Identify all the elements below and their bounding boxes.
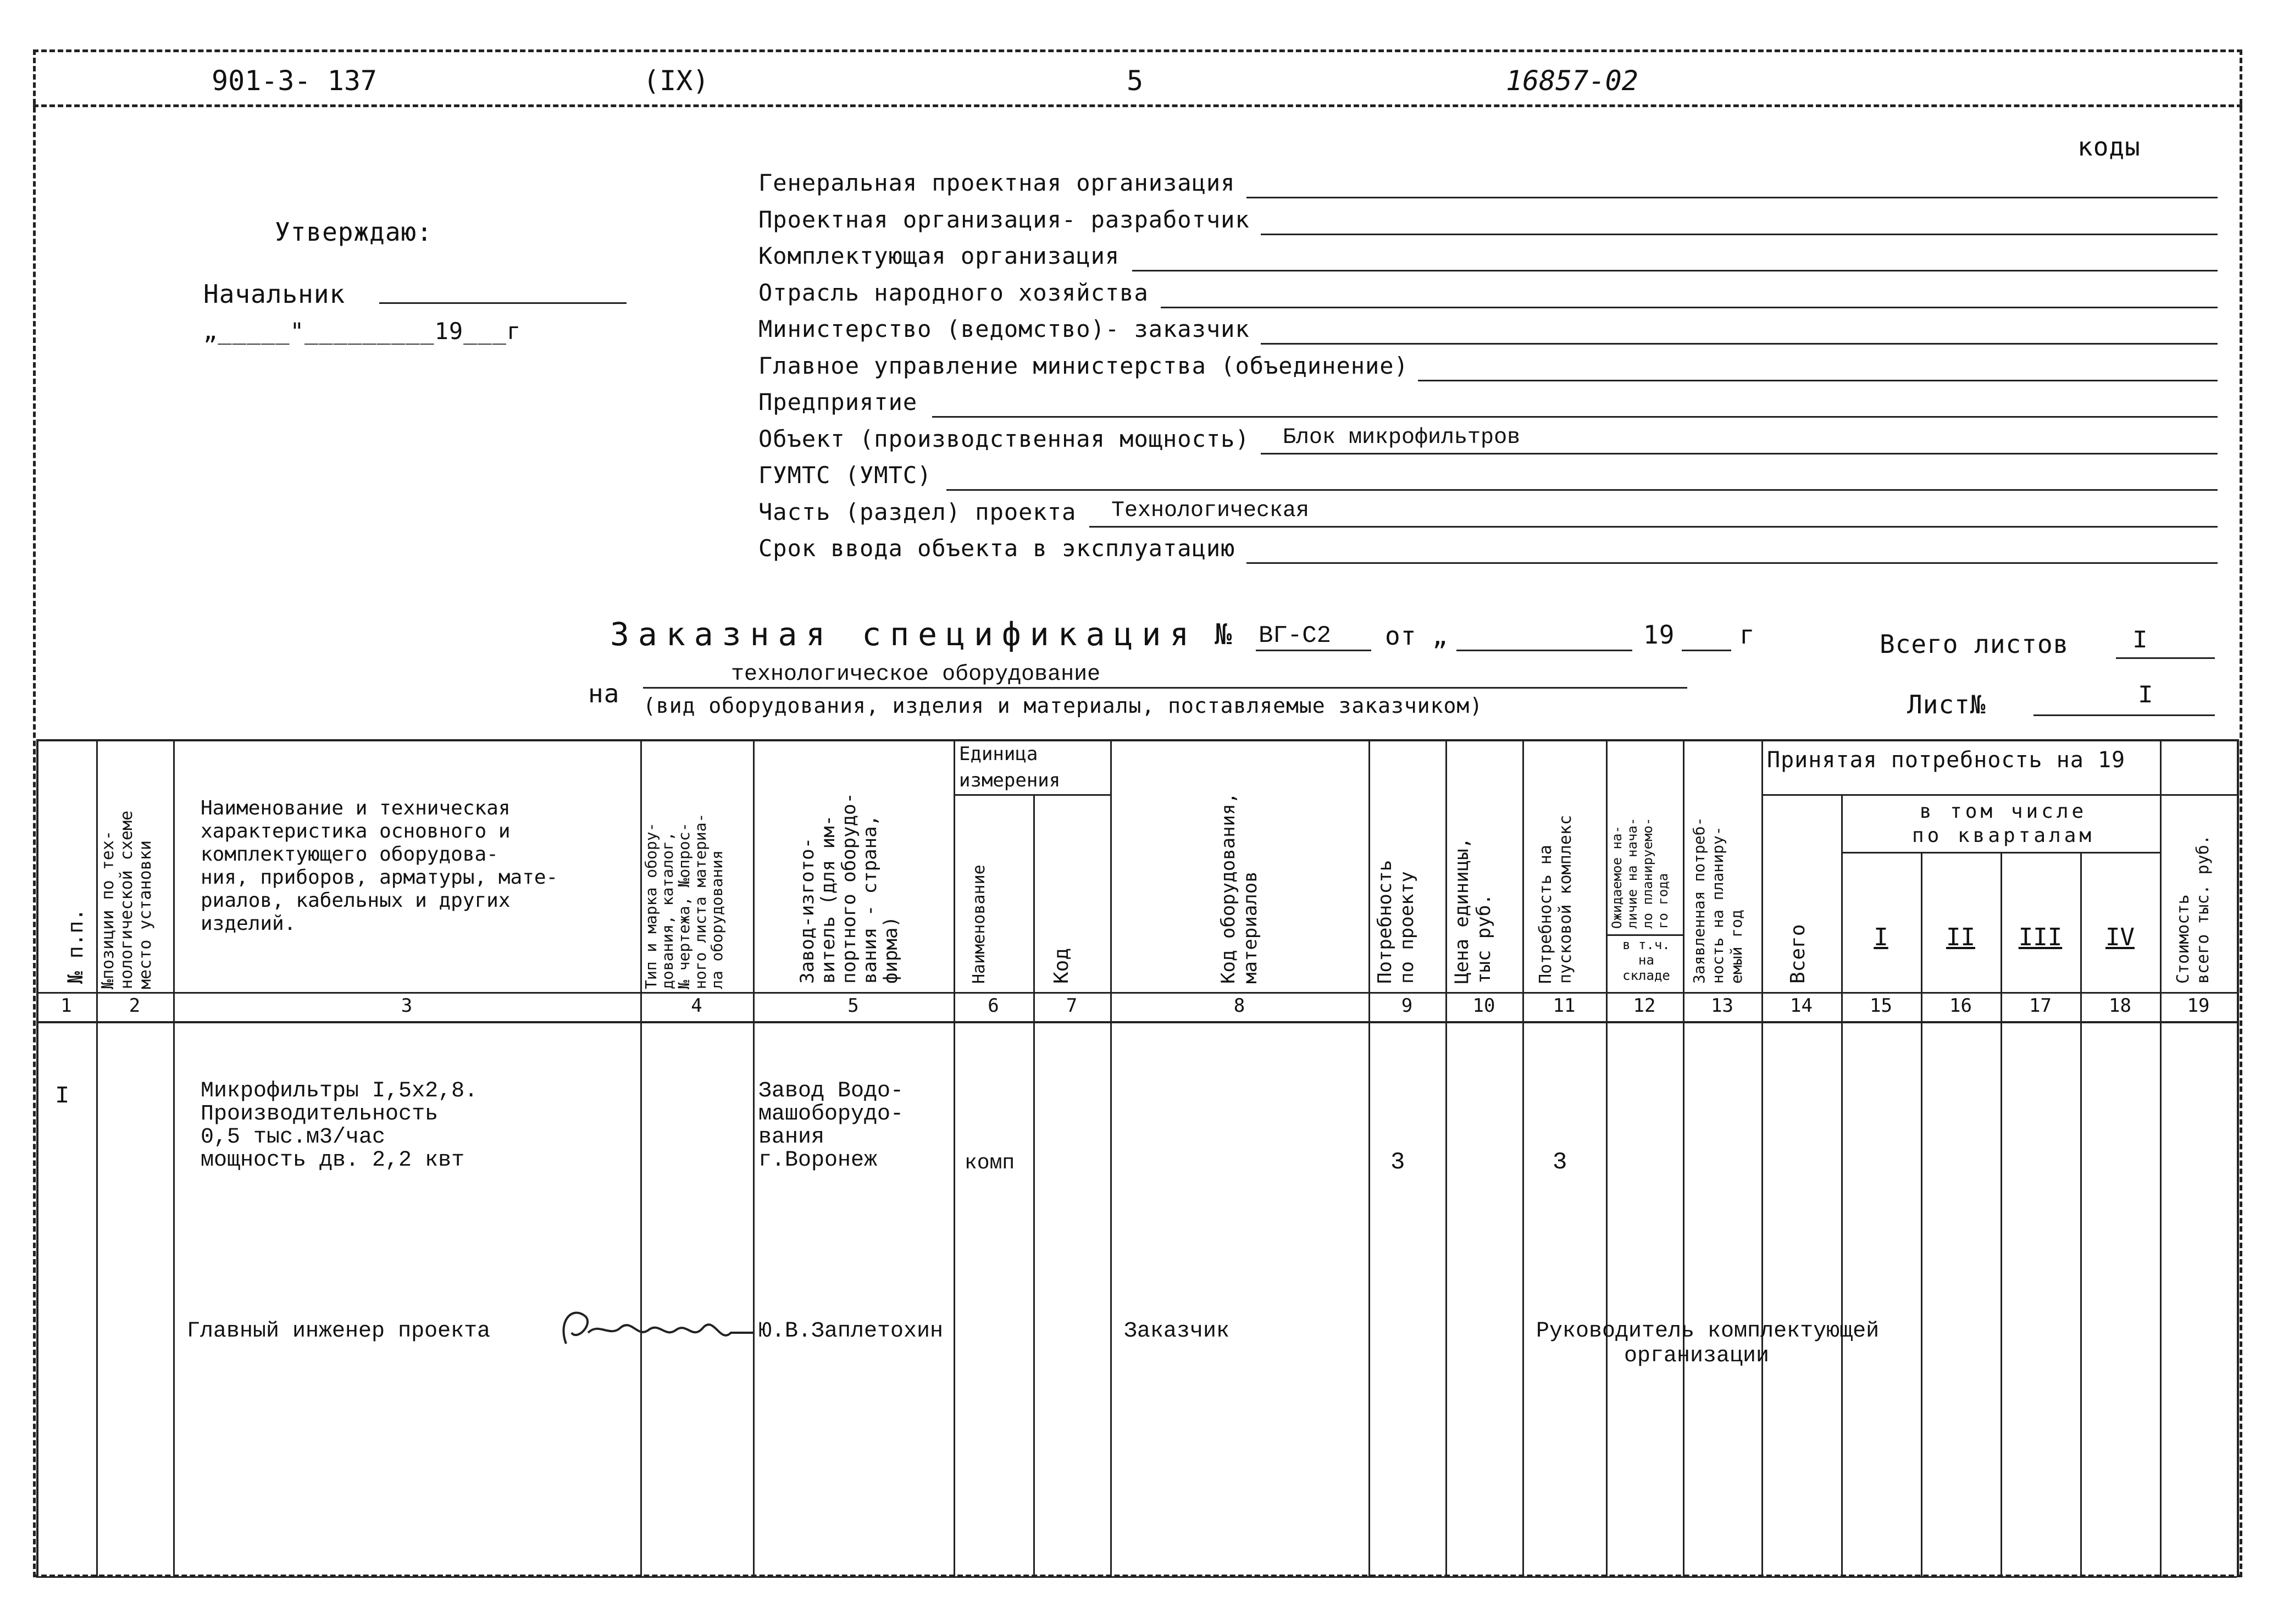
org-field-label: Предприятие (758, 389, 918, 415)
table-column-line (1368, 739, 1370, 1576)
org-field-value: Блок микрофильтров (1283, 425, 1521, 450)
org-field-label: Министерство (ведомство)- заказчик (758, 315, 1250, 342)
table-column-line (96, 739, 98, 1576)
colnum-bottom-border (36, 1021, 2237, 1023)
stock-divider (1606, 934, 1683, 936)
col10-header: Цена единицы, тыс руб. (1451, 837, 1495, 984)
column-number: 13 (1711, 995, 1733, 1017)
chief-engineer-signature (555, 1300, 764, 1360)
col12-header: Ожидаемое на- личие на нача- ло планируемо- го года (1609, 817, 1671, 929)
accepted-group-header: Принятая потребность на 19 (1767, 747, 2126, 773)
table-column-line (2237, 739, 2239, 1576)
chief-engineer-label: Главный инженер проекта (187, 1319, 491, 1344)
table-column-line (1522, 739, 1524, 1576)
org-field-label: Часть (раздел) проекта (758, 498, 1077, 525)
col4-header: Тип и марка обору- дования, каталог, № чертежа, №опрос- ного листа материа- ла оборудования (642, 813, 726, 989)
accepted-group-divider (1761, 794, 2237, 796)
unit-group-header: Единица измерения (959, 743, 1061, 791)
org-field-line (1132, 270, 2218, 271)
column-number: 19 (2187, 995, 2210, 1017)
unit-group-divider (954, 794, 1110, 796)
spec-no-value: ВГ-С2 (1259, 622, 1332, 650)
section-number: (IX) (643, 65, 710, 97)
sheets-total-line (2116, 657, 2215, 659)
column-number: 14 (1790, 995, 1813, 1017)
table-bottom-border (36, 1576, 2237, 1578)
table-column-line (1683, 739, 1684, 1576)
org-field-label: Главное управление министерства (объединение) (758, 352, 1409, 379)
column-number: 12 (1633, 995, 1656, 1017)
approval-date: „_____"_________19___г (203, 318, 522, 345)
org-field-line (1246, 197, 2218, 198)
column-number: 6 (988, 995, 999, 1017)
sheets-total-value: I (2132, 627, 2148, 655)
sheet-no-value: I (2138, 681, 2153, 710)
col19-header: Стоимость всего тыс. руб. (2174, 835, 2213, 984)
row-need-start: 3 (1553, 1149, 1567, 1176)
column-number: 3 (401, 995, 413, 1017)
column-number: 10 (1472, 995, 1495, 1017)
column-number: 9 (1401, 995, 1413, 1017)
org-field-line (1261, 234, 2218, 235)
org-field-line (932, 416, 2218, 418)
org-field-label: Комплектующая организация (758, 242, 1120, 269)
org-field-line (1418, 380, 2218, 381)
org-field-label: Объект (производственная мощность) (758, 425, 1250, 452)
column-number: 8 (1233, 995, 1245, 1017)
spec-title: Заказная спецификация (610, 616, 1198, 653)
col13-header: Заявленная потреб- ность на планиру- емый год (1690, 817, 1745, 984)
column-number: 5 (847, 995, 859, 1017)
column-number: 2 (129, 995, 141, 1017)
table-column-line (1033, 794, 1035, 1576)
org-field-value: Технологическая (1111, 498, 1310, 523)
col7-header: Код (1050, 947, 1073, 984)
table-column-line (753, 739, 755, 1576)
org-field-label: Отрасль народного хозяйства (758, 279, 1149, 306)
column-number: 18 (2109, 995, 2131, 1017)
table-top-border (36, 739, 2237, 741)
col12-stock-header: в т.ч. на складе (1622, 937, 1670, 983)
chief-label: Начальник (203, 279, 346, 309)
col2-header: №позиции по тех- нологической схеме место установки (98, 810, 155, 989)
col1-header: № п.п. (63, 908, 87, 984)
chief-signature-line (379, 302, 627, 304)
column-number: 15 (1870, 995, 1892, 1017)
col8-header: Код оборудования, материалов (1217, 792, 1261, 984)
spec-no-label: № (1215, 618, 1233, 651)
column-number: 1 (60, 995, 72, 1017)
org-field-line (1161, 307, 2218, 308)
column-number: 11 (1553, 995, 1576, 1017)
document-number: 16857-02 (1506, 65, 1638, 97)
table-column-line (954, 739, 955, 1576)
supplier-label-1: Руководитель комплектующей (1536, 1319, 1880, 1344)
sheet-no-line (2033, 714, 2215, 716)
table-column-line (36, 739, 38, 1576)
table-column-line (2160, 739, 2162, 1576)
chief-engineer-name: Ю.В.Заплетохин (758, 1319, 944, 1344)
col11-header: Потребность на пусковой комплекс (1536, 814, 1575, 984)
table-column-line (2080, 852, 2082, 1576)
table-column-line (1606, 739, 1608, 1576)
supplier-label-2: организации (1624, 1344, 1770, 1368)
col14-header: Всего (1787, 924, 1809, 984)
row-maker: Завод Водо- машоборудо- вания г.Воронеж (758, 1079, 904, 1173)
page-number: 5 (1127, 65, 1144, 97)
table-column-line (1110, 739, 1112, 1576)
column-number: 17 (2029, 995, 2052, 1017)
table-column-line (2001, 852, 2002, 1576)
org-field-line (946, 489, 2218, 491)
spec-no-line (1256, 650, 1371, 651)
column-number: 7 (1066, 995, 1078, 1017)
row-pp: I (55, 1083, 70, 1110)
column-number: 4 (691, 995, 702, 1017)
doc-code: 901-3- 137 (212, 65, 378, 97)
column-number: 16 (1949, 995, 1972, 1017)
spec-year-line (1682, 650, 1731, 651)
spec-from-label: от „ (1385, 621, 1448, 651)
spec-date-line (1456, 650, 1632, 651)
customer-label: Заказчик (1124, 1319, 1230, 1344)
table-column-line (1761, 739, 1763, 1576)
codes-label: коды (2077, 132, 2141, 162)
table-column-line (173, 739, 175, 1576)
header-bottom-border (36, 992, 2237, 994)
spec-for-value: технологическое оборудование (731, 662, 1101, 687)
org-field-label: ГУМТС (УМТС) (758, 462, 932, 489)
spec-for-line (643, 687, 1687, 689)
spec-g-label: г (1739, 620, 1755, 650)
col3-header: Наименование и техническая характеристика основного и комплектующего оборудова- ния, приборов, арматуры, мате- риалов, кабельных и других изделий. (201, 797, 558, 935)
table-column-line (1921, 852, 1922, 1576)
approval-label: Утверждаю: (275, 217, 433, 247)
row-need-project: 3 (1390, 1149, 1405, 1176)
col15-header: I (1874, 923, 1888, 951)
col5-header: Завод-изгото- витель (для им- портного оборудо- вания - страна, фирма) (796, 792, 902, 984)
spec-for-hint: (вид оборудования, изделия и материалы, поставляемые заказчиком) (643, 694, 1483, 718)
org-field-line (1089, 526, 2218, 528)
spec-year-label: 19 (1643, 620, 1675, 650)
header-divider (33, 104, 2242, 107)
org-field-label: Срок ввода объекта в эксплуатацию (758, 535, 1235, 562)
quarter-group-header: в том числе по кварталам (1911, 800, 2095, 847)
col9-header: Потребность по проекту (1374, 860, 1418, 984)
table-column-line (1445, 739, 1447, 1576)
row-unit: комп (965, 1151, 1015, 1175)
org-field-label: Проектная организация- разработчик (758, 206, 1250, 233)
row-name: Микрофильтры I,5х2,8. Производительность 0,5 тыс.м3/час мощность дв. 2,2 квт (201, 1079, 478, 1173)
org-field-line (1261, 453, 2218, 455)
org-field-label: Генеральная проектная организация (758, 169, 1235, 196)
col16-header: II (1946, 923, 1975, 951)
col18-header: IV (2105, 923, 2135, 951)
sheet-no-label: Лист№ (1907, 690, 1986, 719)
org-field-line (1246, 562, 2218, 564)
table-column-line (1841, 794, 1843, 1576)
org-field-line (1261, 343, 2218, 345)
col17-header: III (2018, 923, 2063, 951)
col6-header: Наименование (969, 864, 989, 984)
spec-for-label: на (588, 679, 620, 708)
sheets-total-label: Всего листов (1880, 629, 2069, 659)
